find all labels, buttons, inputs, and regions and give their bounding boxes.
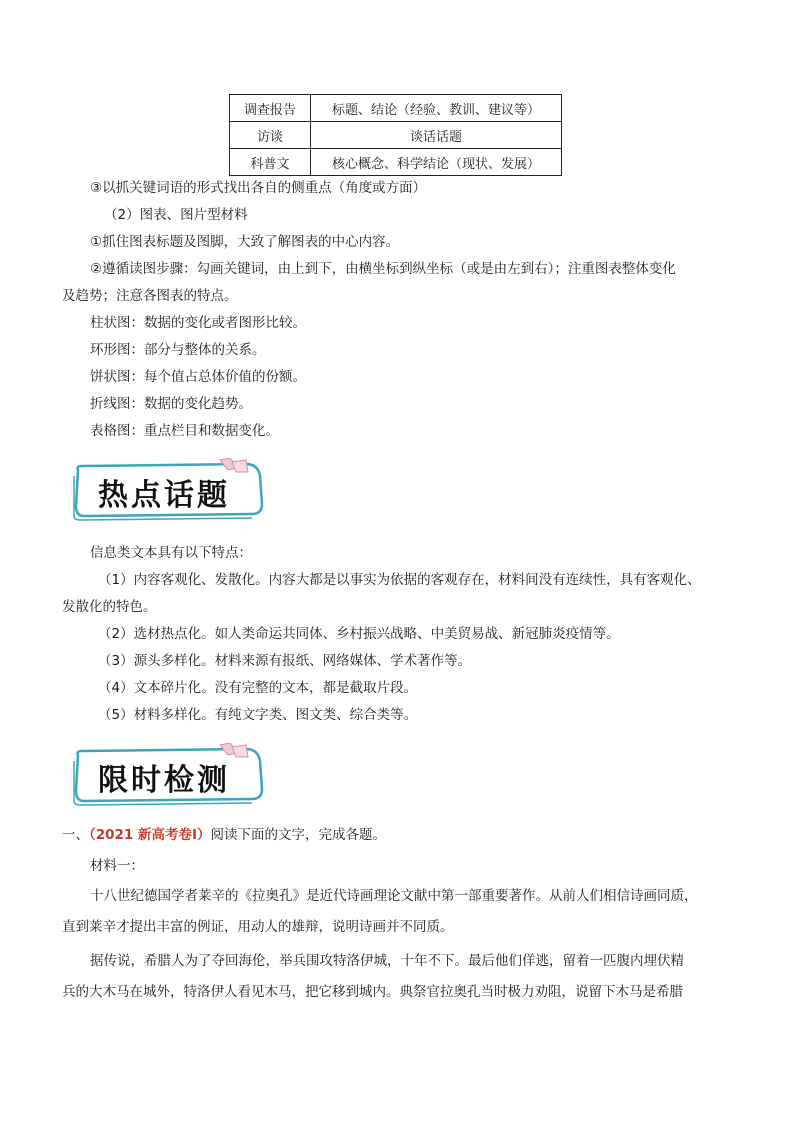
paragraph-line: 发散化的特色。 bbox=[62, 599, 157, 615]
paragraph-line: 环形图：部分与整体的关系。 bbox=[90, 342, 266, 358]
table-row bbox=[230, 95, 562, 122]
paragraph-line: 信息类文本具有以下特点： bbox=[90, 545, 252, 561]
table-cell: 谈话话题 bbox=[311, 122, 562, 149]
paragraph-line: （5）材料多样化。有纯文字类、图文类、综合类等。 bbox=[98, 707, 418, 723]
paragraph-line: 及趋势；注意各图表的特点。 bbox=[62, 288, 238, 304]
paragraph-line: 表格图：重点栏目和数据变化。 bbox=[90, 423, 279, 439]
passage-line: 兵的大木马在城外，特洛伊人看见木马，把它移到城内。典祭官拉奥孔当时极力劝阻，说留下木马是希腊 bbox=[62, 984, 683, 1000]
table-cell: 标题、结论（经验、教训、建议等） bbox=[311, 95, 562, 122]
passage-line: 十八世纪德国学者莱辛的《拉奥孔》是近代诗画理论文献中第一部重要著作。从前人们相信诗画同质， bbox=[90, 888, 698, 904]
question-instruction: 阅读下面的文字，完成各题。 bbox=[210, 827, 387, 843]
paragraph-line: （2）图表、图片型材料 bbox=[104, 207, 248, 223]
section-banner-timed-test bbox=[70, 743, 268, 807]
section-banner-hot-topics bbox=[70, 458, 268, 522]
table-cell: 科普文 bbox=[230, 149, 311, 176]
question-source: （2021 新高考卷Ⅰ） bbox=[89, 827, 211, 843]
table-cell: 访谈 bbox=[230, 122, 311, 149]
table-row bbox=[230, 122, 562, 149]
question-heading bbox=[62, 825, 386, 845]
table-cell: 调查报告 bbox=[230, 95, 311, 122]
paragraph-line: 柱状图：数据的变化或者图形比较。 bbox=[90, 315, 306, 331]
paragraph-line: ①抓住图表标题及图脚，大致了解图表的中心内容。 bbox=[90, 234, 400, 250]
info-type-table bbox=[229, 94, 562, 176]
banner-title: 限时检测 bbox=[98, 763, 230, 798]
paragraph-line: （1）内容客观化、发散化。内容大都是以事实为依据的客观存在，材料间没有连续性，具有客观化、 bbox=[98, 572, 701, 588]
paragraph-line: 折线图：数据的变化趋势。 bbox=[90, 396, 252, 412]
banner-title: 热点话题 bbox=[98, 478, 230, 513]
paragraph-line: ②遵循读图步骤：勾画关键词，由上到下，由横坐标到纵坐标（或是由左到右）；注重图表整体变化 bbox=[90, 261, 676, 277]
passage-line: 据传说，希腊人为了夺回海伦，举兵围攻特洛伊城，十年不下。最后他们佯逃，留着一匹腹内埋伏精 bbox=[90, 953, 684, 969]
passage-line: 直到莱辛才提出丰富的例证，用动人的雄辩，说明诗画并不同质。 bbox=[62, 919, 454, 935]
table-cell: 核心概念、科学结论（现状、发展） bbox=[311, 149, 562, 176]
paragraph-line: 饼状图：每个值占总体价值的份额。 bbox=[90, 369, 306, 385]
question-number: 一、 bbox=[62, 827, 89, 843]
paragraph-line: （2）选材热点化。如人类命运共同体、乡村振兴战略、中美贸易战、新冠肺炎疫情等。 bbox=[98, 626, 620, 642]
paragraph-line: ③以抓关键词语的形式找出各自的侧重点（角度或方面） bbox=[90, 180, 427, 196]
material-label: 材料一： bbox=[90, 858, 144, 874]
table-row bbox=[230, 149, 562, 176]
paragraph-line: （4）文本碎片化。没有完整的文本，都是截取片段。 bbox=[98, 680, 418, 696]
paragraph-line: （3）源头多样化。材料来源有报纸、网络媒体、学术著作等。 bbox=[98, 653, 472, 669]
